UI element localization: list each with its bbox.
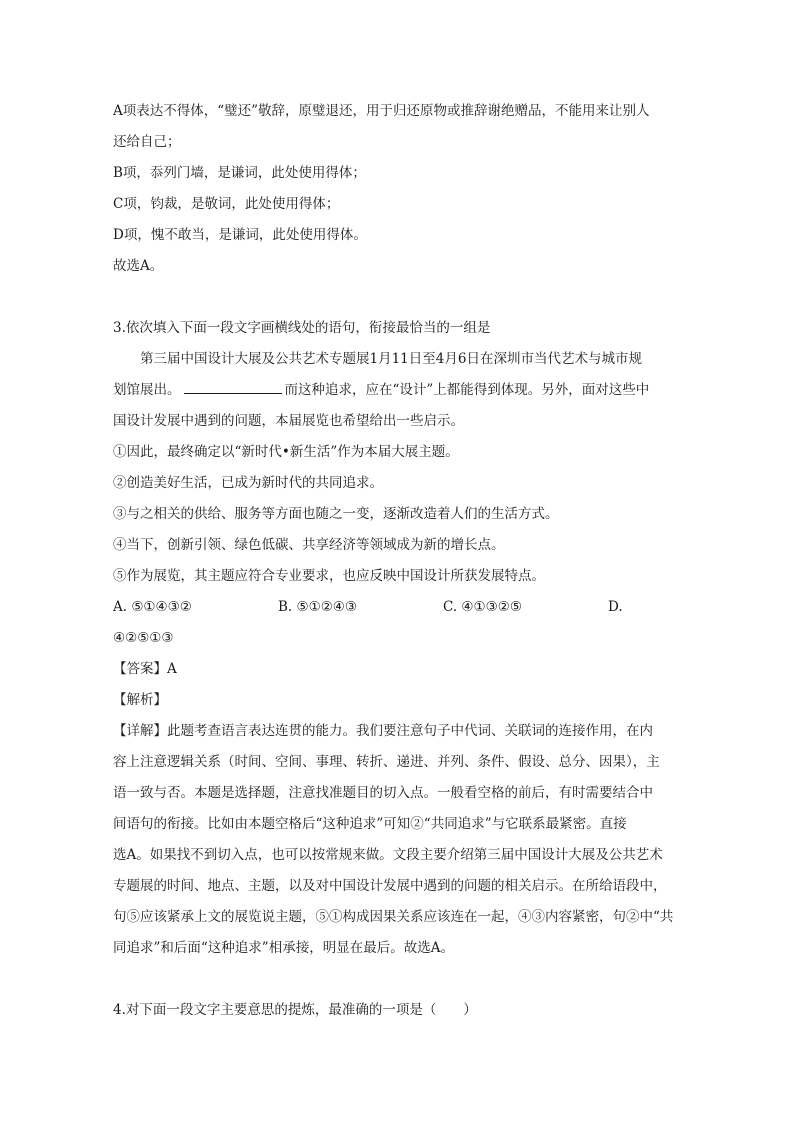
option-c: C. ④①③②⑤ <box>443 599 522 615</box>
detail-line: 同追求”和后面“这种追求”相承接，明显在最后。故选A。 <box>113 940 454 956</box>
sentence-item: ④当下，创新引领、绿色低碳、共享经济等领域成为新的增长点。 <box>113 537 505 553</box>
passage-text: 而这种追求，应在“设计”上都能得到体现。另外，面对这些中 <box>284 382 650 398</box>
sentence-item: ③与之相关的供给、服务等方面也随之一变，逐渐改造着人们的生活方式。 <box>113 506 559 522</box>
detail-line: 间语句的衔接。比如由本题空格后“这种追求”可知②“共同追求”与它联系最紧密。直接 <box>113 816 627 832</box>
detail-line: 句⑤应该紧承上文的展览说主题，⑤①构成因果关系应该连在一起，④③内容紧密，句②中“共 <box>113 909 674 925</box>
prev-explanation-c: C项，钧裁，是敬词，此处使用得体； <box>113 196 340 212</box>
option-d-continuation: ④②⑤①③ <box>113 630 174 646</box>
sentence-item: ⑤作为展览，其主题应符合专业要求，也应反映中国设计所获发展特点。 <box>113 568 545 584</box>
document-page <box>113 96 685 1026</box>
option-d: D. <box>608 599 623 615</box>
detail-line: 容上注意逻辑关系（时间、空间、事理、转折、递进、并列、条件、假设、总分、因果），主 <box>113 754 660 770</box>
passage-line-3: 国设计发展中遇到的问题，本届展览也希望给出一些启示。 <box>113 413 464 429</box>
prev-explanation-d: D项，愧不敢当，是谦词，此处使用得体。 <box>113 227 367 243</box>
sentence-item: ②创造美好生活，已成为新时代的共同追求。 <box>113 475 383 491</box>
option-b: B. ⑤①②④③ <box>278 599 358 615</box>
passage-line-2 <box>113 375 685 406</box>
prev-explanation-a1: A项表达不得体，“璧还”敬辞，原璧退还，用于归还原物或推辞谢绝赠品，不能用来让别人 <box>113 103 650 119</box>
fill-blank <box>184 379 282 394</box>
detail-line: 【详解】此题考查语言表达连贯的能力。我们要注意句子中代词、关联词的连接作用，在内 <box>113 723 653 739</box>
option-a: A. ⑤①④③② <box>113 599 192 615</box>
prev-explanation-b: B项，忝列门墙，是谦词，此处使用得体； <box>113 165 366 181</box>
detail-line: 选A。如果找不到切入点，也可以按常规来做。文段主要介绍第三届中国设计大展及公共艺术 <box>113 847 663 863</box>
prev-explanation-a2: 还给自己； <box>113 134 181 150</box>
passage-text: 划馆展出。 <box>113 382 181 398</box>
detail-line: 语一致与否。本题是选择题，注意找准题目的切入点。一般看空格的前后，有时需要结合中 <box>113 785 653 801</box>
analysis-label: 【解析】 <box>113 692 167 708</box>
question-3-stem: 3.依次填入下面一段文字画横线处的语句，衔接最恰当的一组是 <box>113 320 491 336</box>
prev-answer: 故选A。 <box>113 258 164 274</box>
passage-line-1: 第三届中国设计大展及公共艺术专题展1月11日至4月6日在深圳市当代艺术与城市规 <box>140 351 642 367</box>
question-4-stem: 4.对下面一段文字主要意思的提炼，最准确的一项是（ ） <box>113 1002 477 1018</box>
answer-label: 【答案】A <box>113 661 177 677</box>
answer-options <box>113 592 685 623</box>
detail-line: 专题展的时间、地点、主题，以及对中国设计发展中遇到的问题的相关启示。在所给语段中， <box>113 878 667 894</box>
sentence-item: ①因此，最终确定以“新时代•新生活”作为本届大展主题。 <box>113 444 459 460</box>
